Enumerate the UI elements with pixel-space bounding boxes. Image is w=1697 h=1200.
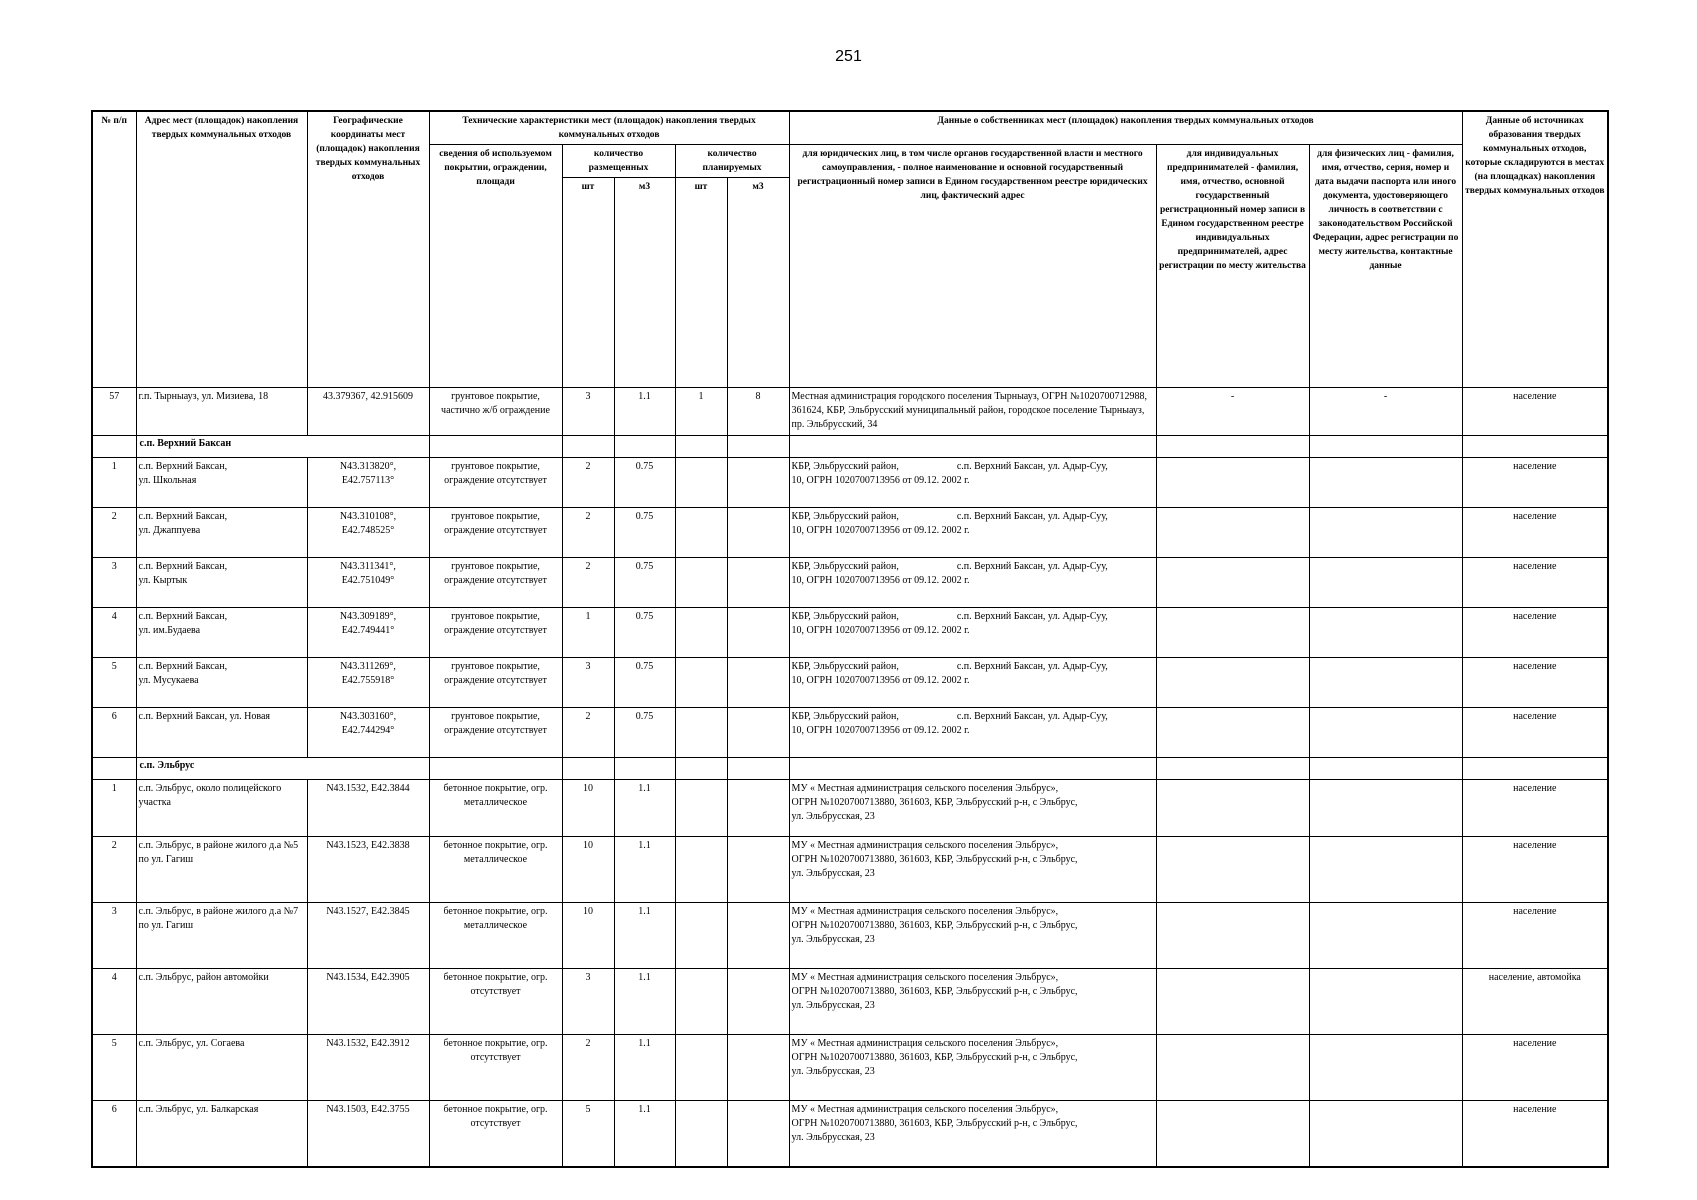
row-cover: бетонное покрытие, огр. металлическое [429,780,562,837]
row-source: население [1462,658,1608,708]
row-cover: грунтовое покрытие, частично ж/б ограждение [429,388,562,436]
row-cover: бетонное покрытие, огр. отсутствует [429,969,562,1035]
table-row [92,903,1608,969]
row-num: 3 [92,903,136,969]
row-coords: N43.311341°, E42.751049° [307,558,429,608]
row-cover: грунтовое покрытие, ограждение отсутствует [429,608,562,658]
header-coords: Географические координаты мест (площадок) накопления твердых коммунальных отходов [307,111,429,388]
row-source: население [1462,780,1608,837]
table-row [92,1101,1608,1167]
row-source: население [1462,508,1608,558]
row-coords: N43.1503, E42.3755 [307,1101,429,1167]
header-qty-placed: количество размещенных [562,145,675,178]
row-num: 6 [92,708,136,758]
table-row [92,388,1608,436]
row-cover: бетонное покрытие, огр. металлическое [429,903,562,969]
row-coords: N43.303160°, E42.744294° [307,708,429,758]
header-owners-phys: для физических лиц - фамилия, имя, отчество, серия, номер и дата выдачи паспорта или иного документа, удостоверяющего личность в соответствии с законодательством Российской Федерации, адрес регистрации по месту жительства, контактные данные [1309,145,1462,388]
row-cover: грунтовое покрытие, ограждение отсутствует [429,558,562,608]
row-source: население, автомойка [1462,969,1608,1035]
row-cover: бетонное покрытие, огр. металлическое [429,837,562,903]
table-row [92,780,1608,837]
header-owners-ip: для индивидуальных предпринимателей - фамилия, имя, отчество, основной государственный регистрационный номер записи в Едином государственном реестре индивидуальных предпринимателей, адрес регистрации по месту жительства [1156,145,1309,388]
row-address: с.п. Верхний Баксан, ул. Новая [136,708,307,758]
row-num: 1 [92,458,136,508]
row-qty: 10 [562,780,614,837]
section-title: с.п. Эльбрус [136,758,429,780]
row-address: с.п. Эльбрус, ул. Балкарская [136,1101,307,1167]
row-cover: бетонное покрытие, огр. отсутствует [429,1035,562,1101]
row-qty: 10 [562,837,614,903]
row-address: с.п. Верхний Баксан, ул. им.Будаева [136,608,307,658]
table-row [92,608,1608,658]
row-num: 57 [92,388,136,436]
row-cover: грунтовое покрытие, ограждение отсутствует [429,658,562,708]
row-volume: 1.1 [614,1101,675,1167]
row-owner: МУ « Местная администрация сельского поселения Эльбрус», ОГРН №1020700713880, 361603, КБР, Эльбрусский р-н, с Эльбрус, ул. Эльбрусская, 23 [789,837,1156,903]
row-coords: N43.309189°, E42.749441° [307,608,429,658]
row-owner: КБР, Эльбрусский район, с.п. Верхний Баксан, ул. Адыр-Суу, 10, ОГРН 1020700713956 от 09.12. 2002 г. [789,558,1156,608]
row-num: 4 [92,969,136,1035]
row-num: 3 [92,558,136,608]
row-qty: 3 [562,658,614,708]
row-owner: КБР, Эльбрусский район, с.п. Верхний Баксан, ул. Адыр-Суу, 10, ОГРН 1020700713956 от 09.12. 2002 г. [789,508,1156,558]
row-num: 5 [92,1035,136,1101]
row-qty: 10 [562,903,614,969]
table-row [92,708,1608,758]
row-volume-planned: 8 [727,388,789,436]
row-phys: - [1309,388,1462,436]
header-sources: Данные об источниках образования твердых коммунальных отходов, которые складируются в местах (на площадках) накопления твердых коммунальных отходов [1462,111,1608,388]
row-volume: 0.75 [614,658,675,708]
row-num: 6 [92,1101,136,1167]
row-coords: 43.379367, 42.915609 [307,388,429,436]
table-row [92,658,1608,708]
row-owner: МУ « Местная администрация сельского поселения Эльбрус», ОГРН №1020700713880, 361603, КБР, Эльбрусский р-н, с Эльбрус, ул. Эльбрусская, 23 [789,903,1156,969]
row-source: население [1462,388,1608,436]
table-row [92,1035,1608,1101]
row-owner: МУ « Местная администрация сельского поселения Эльбрус», ОГРН №1020700713880, 361603, КБР, Эльбрусский р-н, с Эльбрус, ул. Эльбрусская, 23 [789,1035,1156,1101]
row-qty: 2 [562,708,614,758]
row-coords: N43.1523, E42.3838 [307,837,429,903]
row-qty: 3 [562,969,614,1035]
row-owner: КБР, Эльбрусский район, с.п. Верхний Баксан, ул. Адыр-Суу, 10, ОГРН 1020700713956 от 09.12. 2002 г. [789,608,1156,658]
row-source: население [1462,903,1608,969]
row-owner: МУ « Местная администрация сельского поселения Эльбрус», ОГРН №1020700713880, 361603, КБР, Эльбрусский р-н, с Эльбрус, ул. Эльбрусская, 23 [789,969,1156,1035]
row-cover: грунтовое покрытие, ограждение отсутствует [429,458,562,508]
row-source: население [1462,1035,1608,1101]
row-owner: МУ « Местная администрация сельского поселения Эльбрус», ОГРН №1020700713880, 361603, КБР, Эльбрусский р-н, с Эльбрус, ул. Эльбрусская, 23 [789,1101,1156,1167]
row-volume: 0.75 [614,458,675,508]
row-source: население [1462,708,1608,758]
row-source: население [1462,837,1608,903]
row-coords: N43.313820°, E42.757113° [307,458,429,508]
row-source: население [1462,1101,1608,1167]
row-address: с.п. Верхний Баксан, ул. Джаппуева [136,508,307,558]
row-address: с.п. Эльбрус, в районе жилого д.а №7 по ул. Гагиш [136,903,307,969]
header-owners: Данные о собственниках мест (площадок) накопления твердых коммунальных отходов [789,111,1462,145]
header-owners-legal: для юридических лиц, в том числе органов государственной власти и местного самоуправления, - полное наименование и основной государственный регистрационный номер записи в Едином государственном реестре юридических лиц, фактический адрес [789,145,1156,388]
row-num: 1 [92,780,136,837]
header-address: Адрес мест (площадок) накопления твердых коммунальных отходов [136,111,307,388]
row-volume: 0.75 [614,708,675,758]
row-num: 5 [92,658,136,708]
table-row [92,458,1608,508]
row-owner: КБР, Эльбрусский район, с.п. Верхний Баксан, ул. Адыр-Суу, 10, ОГРН 1020700713956 от 09.12. 2002 г. [789,708,1156,758]
section-row [92,436,1608,458]
row-qty: 5 [562,1101,614,1167]
row-coords: N43.311269°, E42.755918° [307,658,429,708]
row-cover: бетонное покрытие, огр. отсутствует [429,1101,562,1167]
header-tech-cover: сведения об используемом покрытии, ограждении, площади [429,145,562,388]
row-volume: 1.1 [614,903,675,969]
waste-sites-table [91,110,1609,1168]
row-address: с.п. Эльбрус, около полицейского участка [136,780,307,837]
row-coords: N43.1532, E42.3912 [307,1035,429,1101]
row-volume: 0.75 [614,608,675,658]
row-qty: 2 [562,1035,614,1101]
row-volume: 0.75 [614,558,675,608]
header-unit-sht: шт [562,178,614,388]
row-qty: 3 [562,388,614,436]
row-coords: N43.1534, E42.3905 [307,969,429,1035]
row-num: 4 [92,608,136,658]
row-address: с.п. Верхний Баксан, ул. Кыртык [136,558,307,608]
row-num: 2 [92,508,136,558]
row-address: г.п. Тырныауз, ул. Мизиева, 18 [136,388,307,436]
row-volume: 1.1 [614,837,675,903]
row-owner: МУ « Местная администрация сельского поселения Эльбрус», ОГРН №1020700713880, 361603, КБР, Эльбрусский р-н, с Эльбрус, ул. Эльбрусская, 23 [789,780,1156,837]
table-row [92,837,1608,903]
row-coords: N43.1527, E42.3845 [307,903,429,969]
row-qty-planned: 1 [675,388,727,436]
table-row [92,969,1608,1035]
row-owner: КБР, Эльбрусский район, с.п. Верхний Баксан, ул. Адыр-Суу, 10, ОГРН 1020700713956 от 09.12. 2002 г. [789,458,1156,508]
header-unit-m3-2: м3 [727,178,789,388]
row-volume: 1.1 [614,1035,675,1101]
table-row [92,508,1608,558]
section-row [92,758,1608,780]
row-coords: N43.1532, E42.3844 [307,780,429,837]
row-volume: 0.75 [614,508,675,558]
header-num: № п/п [92,111,136,388]
row-address: с.п. Эльбрус, ул. Согаева [136,1035,307,1101]
row-address: с.п. Эльбрус, район автомойки [136,969,307,1035]
row-source: население [1462,558,1608,608]
row-address: с.п. Верхний Баксан, ул. Мусукаева [136,658,307,708]
row-owner: Местная администрация городского поселения Тырныауз, ОГРН №1020700712988, 361624, КБР, Эльбрусский муниципальный район, городское поселение Тырныауз, пр. Эльбрусский, 34 [789,388,1156,436]
header-qty-planned: количество планируемых [675,145,789,178]
header-unit-sht-2: шт [675,178,727,388]
row-volume: 1.1 [614,969,675,1035]
row-num: 2 [92,837,136,903]
row-address: с.п. Верхний Баксан, ул. Школьная [136,458,307,508]
row-owner: КБР, Эльбрусский район, с.п. Верхний Баксан, ул. Адыр-Суу, 10, ОГРН 1020700713956 от 09.12. 2002 г. [789,658,1156,708]
section-title: с.п. Верхний Баксан [136,436,429,458]
header-tech: Технические характеристики мест (площадок) накопления твердых коммунальных отходов [429,111,789,145]
row-volume: 1.1 [614,780,675,837]
row-qty: 2 [562,458,614,508]
row-qty: 1 [562,608,614,658]
row-address: с.п. Эльбрус, в районе жилого д.а №5 по ул. Гагиш [136,837,307,903]
row-cover: грунтовое покрытие, ограждение отсутствует [429,508,562,558]
row-coords: N43.310108°, E42.748525° [307,508,429,558]
row-volume: 1.1 [614,388,675,436]
header-unit-m3: м3 [614,178,675,388]
page-number: 251 [835,48,862,65]
row-source: население [1462,458,1608,508]
row-qty: 2 [562,558,614,608]
row-cover: грунтовое покрытие, ограждение отсутствует [429,708,562,758]
row-ip: - [1156,388,1309,436]
table-row [92,558,1608,608]
row-qty: 2 [562,508,614,558]
row-source: население [1462,608,1608,658]
